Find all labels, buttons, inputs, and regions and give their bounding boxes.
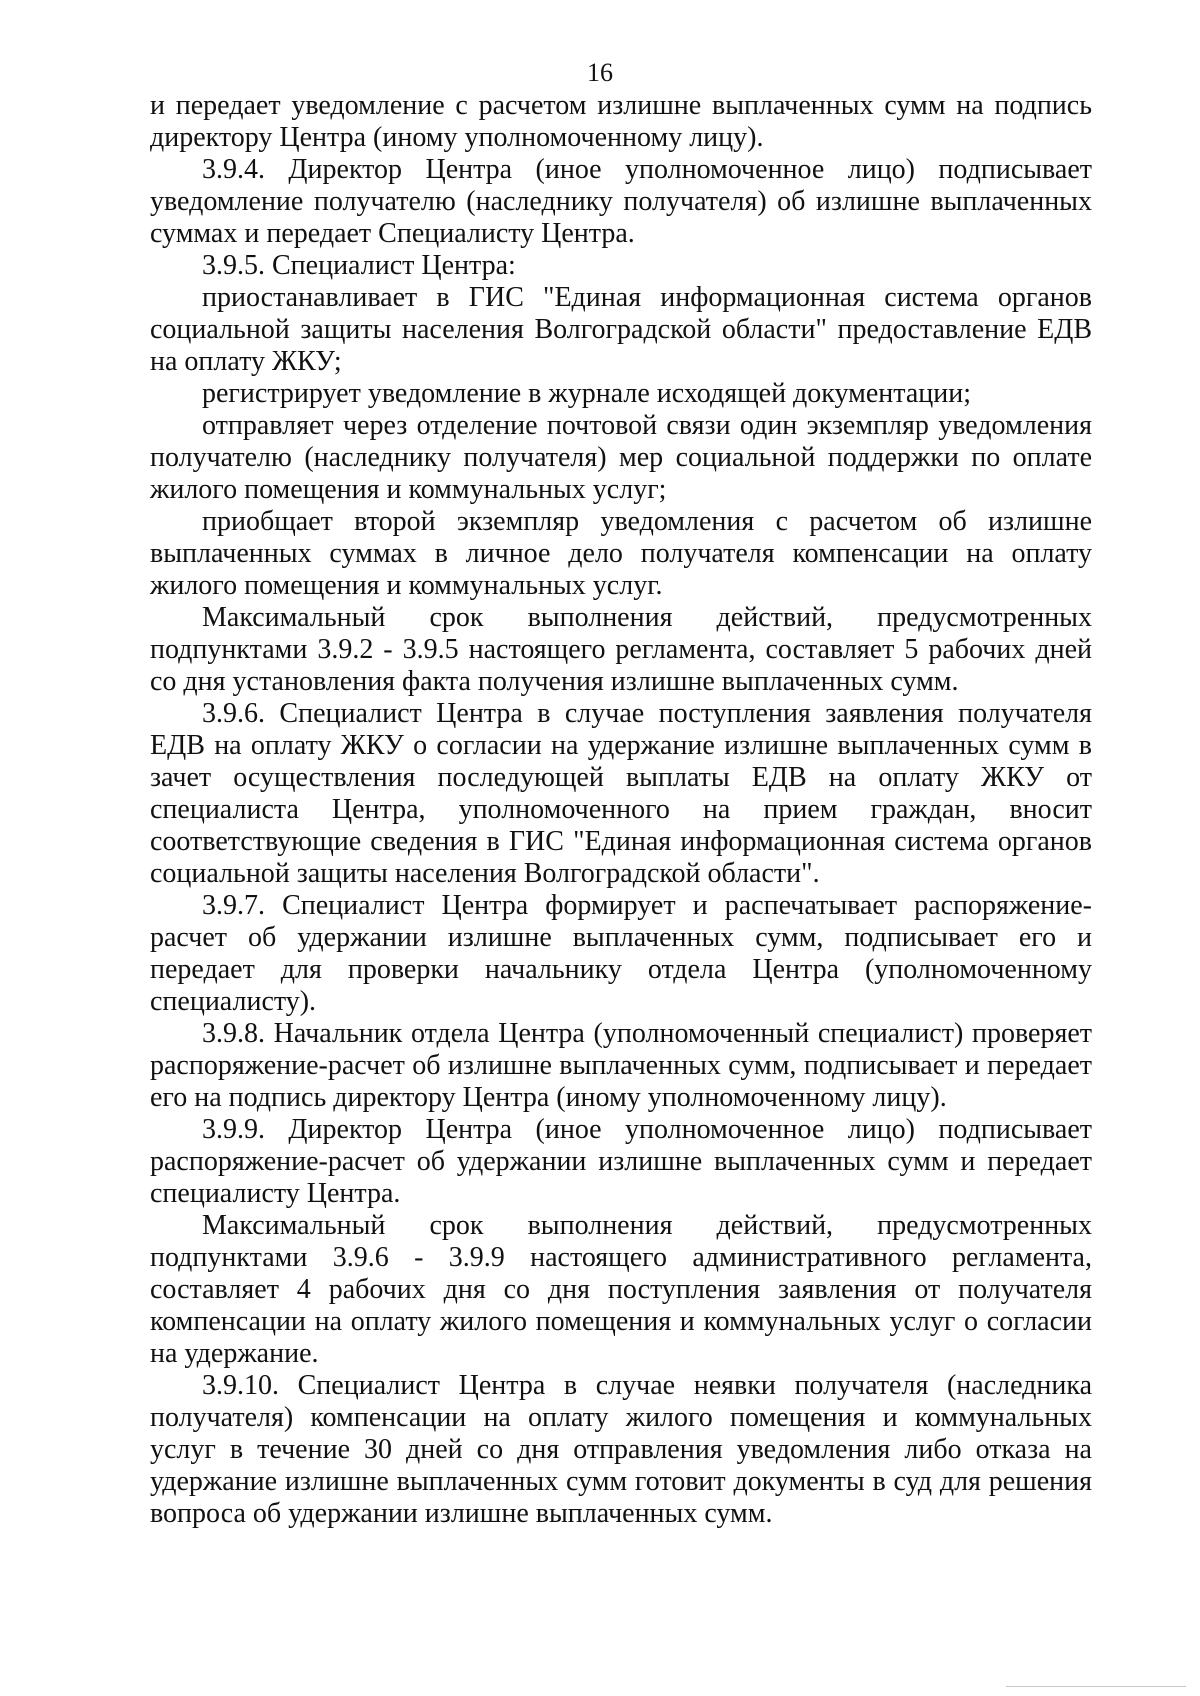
paragraph-3-9-4: 3.9.4. Директор Центра (иное уполномоченное лицо) подписывает уведомление получателю (наследнику получателя) об излишне выплаченных суммах и передает Специалисту Центра. [150, 154, 1092, 249]
footer-rule [1006, 1686, 1186, 1687]
paragraph-3-9-5-heading: 3.9.5. Специалист Центра: [202, 250, 516, 281]
paragraph-3-9-9: 3.9.9. Директор Центра (иное уполномоченное лицо) подписывает распоряжение-расчет об удержании излишне выплаченных сумм и передает специалисту Центра. [150, 1114, 1092, 1209]
paragraph-3-9-5-suspend: приостанавливает в ГИС "Единая информационная система органов социальной защиты населения Волгоградской области" предоставление ЕДВ на оплату ЖКУ; [150, 282, 1092, 377]
paragraph-continuation: и передает уведомление с расчетом излишне выплаченных сумм на подпись директору Центра (иному уполномоченному лицу). [150, 90, 1092, 153]
paragraph-deadline-1: Максимальный срок выполнения действий, предусмотренных подпунктами 3.9.2 - 3.9.5 настоящего регламента, составляет 5 рабочих дней со дня установления факта получения излишне выплаченных сумм. [150, 602, 1092, 697]
page-number: 16 [587, 58, 613, 87]
paragraph-3-9-8: 3.9.8. Начальник отдела Центра (уполномоченный специалист) проверяет распоряжение-расчет об излишне выплаченных сумм, подписывает и передает его на подпись директору Центра (иному уполномоченному лицу). [150, 1018, 1092, 1113]
paragraph-3-9-5-register: регистрирует уведомление в журнале исходящей документации; [202, 378, 972, 409]
document-body [150, 90, 1092, 1530]
paragraph-deadline-2: Максимальный срок выполнения действий, предусмотренных подпунктами 3.9.6 - 3.9.9 настоящего административного регламента, составляет 4 рабочих дня со дня поступления заявления от получателя компенсации на оплату жилого помещения и коммунальных услуг о согласии на удержание. [150, 1210, 1092, 1369]
paragraph-3-9-5-send: отправляет через отделение почтовой связи один экземпляр уведомления получателю (наследнику получателя) мер социальной поддержки по оплате жилого помещения и коммунальных услуг; [150, 410, 1092, 505]
paragraph-3-9-6: 3.9.6. Специалист Центра в случае поступления заявления получателя ЕДВ на оплату ЖКУ о согласии на удержание излишне выплаченных сумм в зачет осуществления последующей выплаты ЕДВ на оплату ЖКУ от специалиста Центра, уполномоченного на прием граждан, вносит соответствующие сведения в ГИС "Единая информационная система органов социальной защиты населения Волгоградской области". [150, 698, 1092, 889]
paragraph-3-9-5-attach: приобщает второй экземпляр уведомления с расчетом об излишне выплаченных суммах в личное дело получателя компенсации на оплату жилого помещения и коммунальных услуг. [150, 506, 1092, 601]
paragraph-3-9-7: 3.9.7. Специалист Центра формирует и распечатывает распоряжение-расчет об удержании излишне выплаченных сумм, подписывает его и передает для проверки начальнику отдела Центра (уполномоченному специалисту). [150, 890, 1092, 1017]
paragraph-3-9-10: 3.9.10. Специалист Центра в случае неявки получателя (наследника получателя) компенсации на оплату жилого помещения и коммунальных услуг в течение 30 дней со дня отправления уведомления либо отказа на удержание излишне выплаченных сумм готовит документы в суд для решения вопроса об удержании излишне выплаченных сумм. [150, 1370, 1092, 1529]
